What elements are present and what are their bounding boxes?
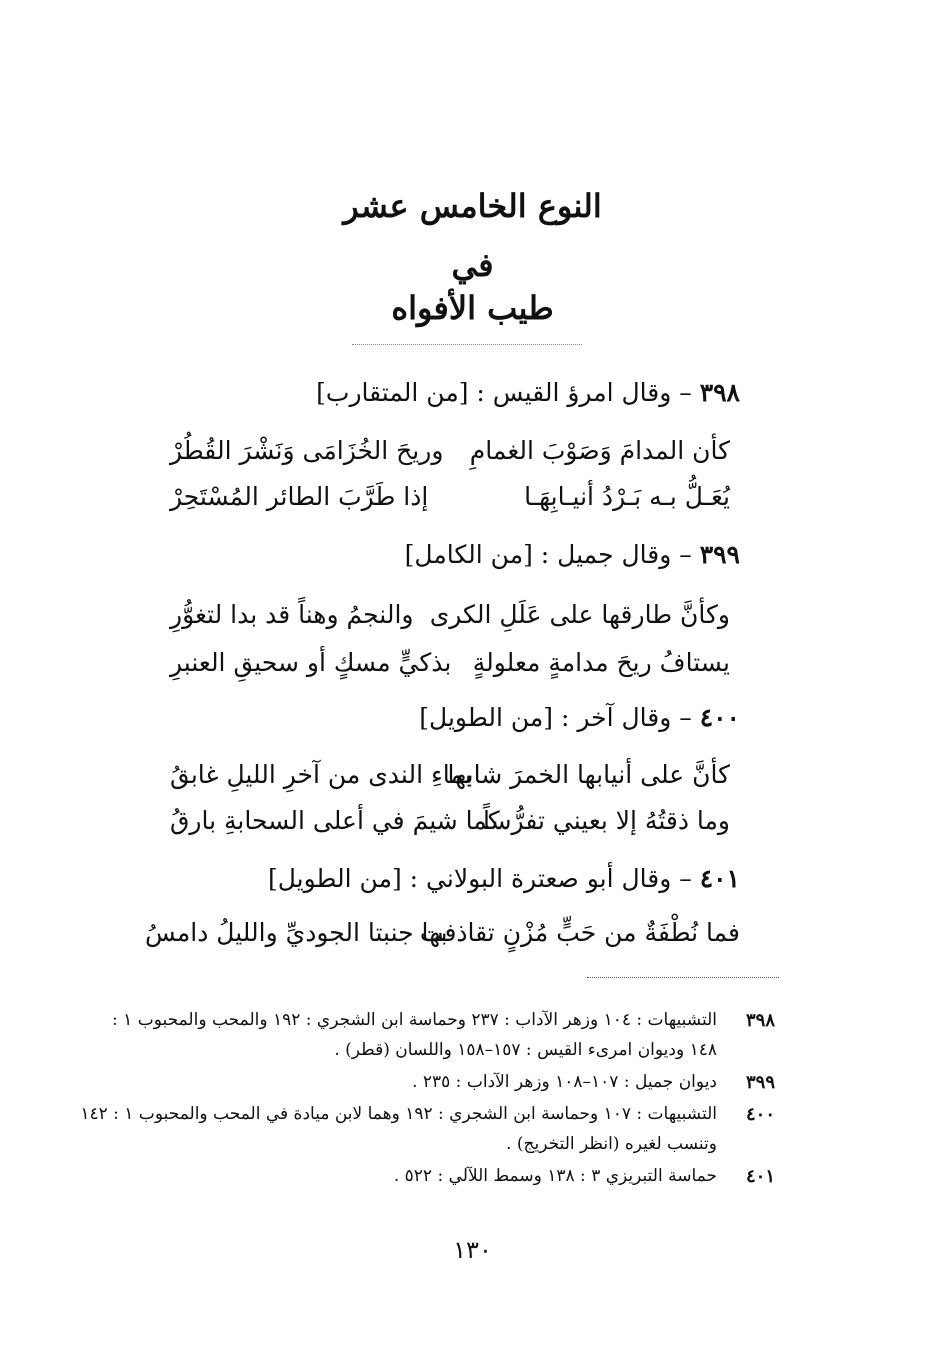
footnote-line: ديوان جميل : ١٠٧–١٠٨ وزهر الآداب : ٢٣٥ . <box>412 1072 717 1092</box>
chapter-subtitle: طيب الأفواه <box>391 289 554 327</box>
footnote-line: التشبيهات : ١٠٧ وحماسة ابن الشجري : ١٩٢ وهما لابن ميادة في المحب والمحبوب ١ : ١٤٢ <box>80 1104 717 1124</box>
poem-header <box>405 540 740 569</box>
chapter-title-connector: في <box>451 246 494 284</box>
poem-intro: – وقال امرؤ القيس : [من المتقارب] <box>316 378 700 407</box>
title-divider <box>352 344 582 345</box>
verse-second-hemistich: كما شيمَ في أعلى السحابةِ بارقُ <box>170 806 500 835</box>
poem-number: ٤٠١ <box>699 864 740 893</box>
verse-first-hemistich: وكأنَّ طارقها على عَلَلِ الكرى <box>429 600 730 629</box>
footnote-line: التشبيهات : ١٠٤ وزهر الآداب : ٢٣٧ وحماسة ابن الشجري : ١٩٢ والمحب والمحبوب ١ : <box>112 1010 717 1030</box>
verse-second-hemistich: بماءِ الندى من آخرِ الليلِ غابقُ <box>170 760 472 789</box>
footnote-number: ٤٠٠ <box>745 1104 775 1125</box>
poem-number: ٤٠٠ <box>699 703 740 732</box>
verse-first-hemistich: كأن المدامَ وَصَوْبَ الغمامِ <box>469 436 730 465</box>
verse-second-hemistich: إذا طَرَّبَ الطائر المُسْتَحِرْ <box>170 482 429 511</box>
footnote-line: حماسة التبريزي ٣ : ١٣٨ وسمط اللآلي : ٥٢٢ . <box>393 1166 717 1186</box>
poem-header <box>268 864 740 893</box>
verse-first-hemistich: كأنَّ على أنيابها الخمرَ شابها <box>447 760 730 789</box>
poem-intro: – وقال جميل : [من الكامل] <box>404 540 700 569</box>
poem-intro: – وقال أبو صعترة البولاني : [من الطويل] <box>267 864 700 893</box>
verse-first-hemistich: يستافُ ريحَ مدامةٍ معلولةٍ <box>472 648 730 677</box>
verse-second-hemistich: بذكيٍّ مسكٍ أو سحيقِ العنبرِ <box>170 648 452 677</box>
footnote-number: ٤٠١ <box>745 1166 775 1187</box>
poem-header <box>316 378 740 407</box>
footnote-line: وتنسب لغيره (انظر التخريج) . <box>506 1134 717 1154</box>
footnote-number: ٣٩٩ <box>745 1072 775 1093</box>
verse-second-hemistich: والنجمُ وهناً قد بدا لتغوُّرِ <box>170 600 414 629</box>
footnote-line: ١٤٨ وديوان امرىء القيس : ١٥٧–١٥٨ واللسان (قطر) . <box>334 1040 717 1060</box>
verse-first-hemistich: وما ذقتُهُ إلا بعيني تفرُّساً <box>482 806 730 835</box>
chapter-title: النوع الخامس عشر <box>343 187 602 225</box>
verse-second-hemistich: بها جنبتا الجوديِّ والليلُ دامسُ <box>145 918 448 947</box>
page-number: ١٣٠ <box>453 1236 492 1264</box>
verse-first-hemistich: يُعَـلُّ بـه بَـرْدُ أنيـابِهَـا <box>524 482 730 511</box>
verse-first-hemistich: فما نُطْفَةٌ من حَبٍّ مُزْنٍ تقاذفت <box>419 918 740 947</box>
poem-header <box>419 703 740 732</box>
poem-intro: – وقال آخر : [من الطويل] <box>419 703 700 732</box>
verse-second-hemistich: وريحَ الخُزَامَى وَنَشْرَ القُطُرْ <box>170 436 444 465</box>
poem-number: ٣٩٨ <box>699 378 740 407</box>
footnote-divider <box>587 977 779 978</box>
footnote-number: ٣٩٨ <box>745 1010 775 1031</box>
poem-number: ٣٩٩ <box>699 540 740 569</box>
